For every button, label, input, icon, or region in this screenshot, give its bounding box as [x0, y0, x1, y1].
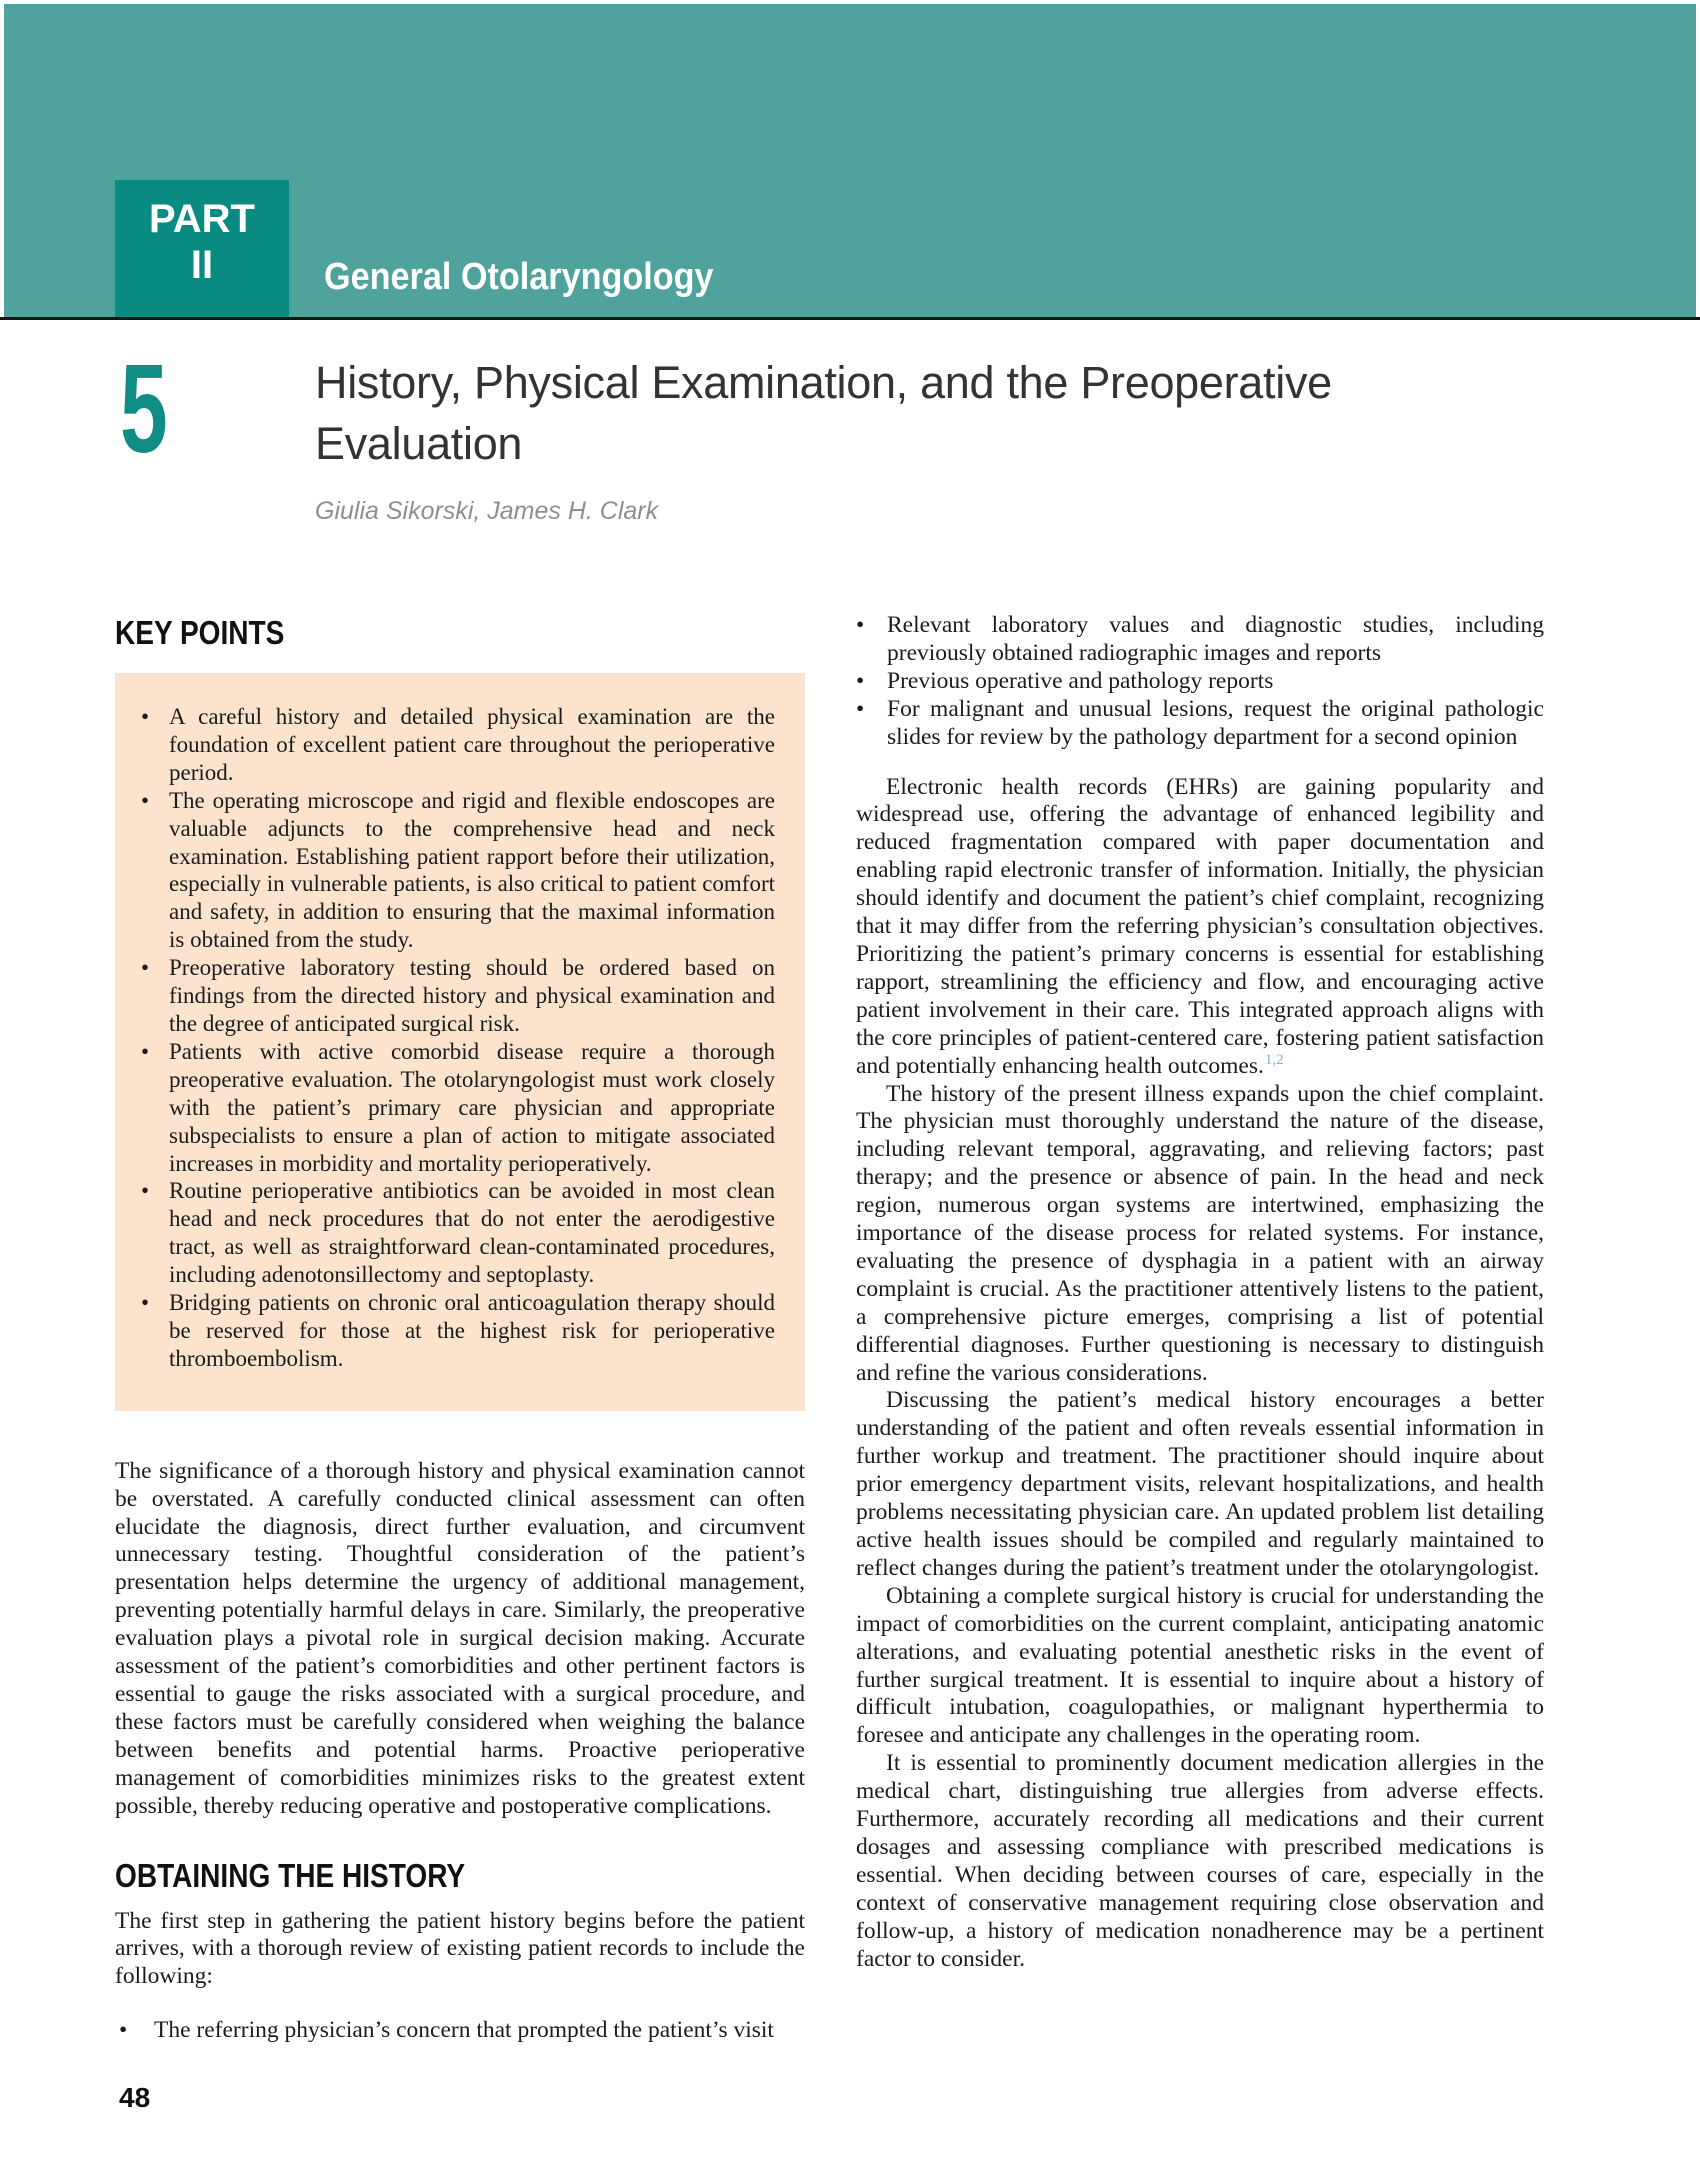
key-point-text: Bridging patients on chronic oral anticoagulation therapy should be reserved for those at the highest risk for perioperative thromboembolism.: [169, 1290, 775, 1371]
key-points-list: [115, 703, 775, 1373]
part-banner: [4, 4, 1696, 317]
record-review-text: Previous operative and pathology reports: [887, 667, 1274, 694]
record-review-text: The referring physician’s concern that prompted the patient’s visit: [154, 2017, 774, 2044]
page-number: 48: [119, 2082, 151, 2113]
body-paragraph: The history of the present illness expands upon the chief complaint. The physician must thoroughly understand the nature of the disease, including relevant temporal, aggravating, and relieving factors; past therapy; and the presence or absence of pain. In the head and neck region, numerous organ systems are intertwined, emphasizing the importance of the disease process for related systems. For instance, evaluating the presence of dysphagia in a patient with an airway complaint is crucial. As the practitioner attentively listens to the patient, a comprehensive picture emerges, comprising a list of potential differential diagnoses. Further questioning is necessary to distinguish and refine the various considerations.: [856, 1080, 1544, 1386]
section-intro-paragraph: The first step in gathering the patient history begins before the patient arrives, with a thorough review of existing patient records to include the following:: [115, 1907, 805, 1990]
part-section-title: General Otolaryngology: [324, 256, 714, 298]
body-paragraph: Discussing the patient’s medical history encourages a better understanding of the patient and often reveals essential information in further workup and treatment. The practitioner should inquire about prior emergency department visits, relevant hospitalizations, and health problems necessitating physician care. An updated problem list detailing active health issues should be compiled and regularly maintained to reflect changes during the patient’s treatment under the otolaryngologist.: [856, 1387, 1544, 1581]
key-point-text: A careful history and detailed physical examination are the foundation of excellent patient care throughout the perioperative period.: [169, 704, 775, 785]
body-columns: [115, 600, 1544, 2045]
record-review-text: Relevant laboratory values and diagnostic studies, including previously obtained radiographic images and reports: [887, 612, 1544, 666]
key-point-item: [115, 1289, 775, 1373]
chapter-authors: Giulia Sikorski, James H. Clark: [315, 497, 659, 525]
obtaining-history-heading: OBTAINING THE HISTORY: [115, 1856, 466, 1894]
key-point-item: [115, 703, 775, 787]
key-point-text: The operating microscope and rigid and flexible endoscopes are valuable adjuncts to the comprehensive head and neck examination. Establishing patient rapport before their utilization, especially in vulnerable patients, is also critical to patient comfort and safety, in addition to ensuring that the maximal information is obtained from the study.: [169, 787, 775, 953]
record-review-list-left: [115, 2017, 805, 2045]
key-point-item: [115, 954, 775, 1038]
record-review-list-right: [856, 612, 1544, 752]
left-column: [115, 600, 805, 2045]
record-review-item: [856, 696, 1544, 752]
right-column: [856, 600, 1544, 2045]
key-point-text: Preoperative laboratory testing should be ordered based on findings from the directed history and physical examination and the degree of anticipated surgical risk.: [169, 955, 775, 1036]
body-paragraph: [856, 774, 1544, 1081]
part-number-box: [115, 180, 289, 317]
body-paragraph: Obtaining a complete surgical history is crucial for understanding the impact of comorbidities on the current complaint, anticipating anatomic alterations, and evaluating potential anesthetic risks in the event of further surgical treatment. It is essential to inquire about a history of difficult intubation, coagulopathies, or malignant hyperthermia to foresee and anticipate any challenges in the operating room.: [856, 1582, 1544, 1749]
opening-paragraph: The significance of a thorough history and physical examination cannot be overstated. A carefully conducted clinical assessment can often elucidate the diagnosis, direct further evaluation, and circumvent unnecessary testing. Thoughtful consideration of the patient’s presentation helps determine the urgency of additional management, preventing potentially harmful delays in care. Similarly, the preoperative evaluation plays a pivotal role in surgical decision making. Accurate assessment of the patient’s comorbidities and other pertinent factors is essential to gauge the risks associated with a surgical procedure, and these factors must be carefully considered when weighing the balance between benefits and potential harms. Proactive perioperative management of comorbidities minimizes risks to the greatest extent possible, thereby reducing operative and postoperative complications.: [115, 1457, 805, 1819]
key-points-heading: KEY POINTS: [115, 614, 285, 651]
paragraph-text: Electronic health records (EHRs) are gaining popularity and widespread use, offering the advantage of enhanced legibility and reduced fragmentation compared with paper documentation and enabling rapid electronic transfer of information. Initially, the physician should identify and document the patient’s chief complaint, recognizing that it may differ from the referring physician’s consultation objectives. Prioritizing the patient’s primary concerns is essential for establishing rapport, streamlining the efficiency and flow, and encouraging active patient involvement in their care. This integrated approach aligns with the core principles of patient-centered care, fostering patient satisfaction and potentially enhancing health outcomes.: [856, 773, 1544, 1079]
record-review-item: [856, 612, 1544, 668]
record-review-item: [856, 668, 1544, 696]
record-review-item: [115, 2017, 805, 2045]
part-label: PART: [149, 197, 255, 241]
key-point-text: Routine perioperative antibiotics can be avoided in most clean head and neck procedures that do not enter the aerodigestive tract, as well as straightforward clean-contaminated procedures, including adenotonsillectomy and septoplasty.: [169, 1178, 775, 1288]
key-point-item: [115, 787, 775, 954]
body-paragraph: It is essential to prominently document medication allergies in the medical chart, distinguishing true allergies from adverse effects. Furthermore, accurately recording all medications and their current dosages and assessing compliance with prescribed medications is essential. When deciding between courses of care, especially in the context of conservative management requiring close observation and follow-up, a history of medication nonadherence may be a pertinent factor to consider.: [856, 1750, 1544, 1972]
part-roman-numeral: II: [190, 243, 214, 287]
key-point-item: [115, 1177, 775, 1289]
header-divider: [0, 317, 1700, 320]
citation-reference: 1,2: [1264, 1051, 1284, 1068]
record-review-text: For malignant and unusual lesions, request the original pathologic slides for review by the pathology department for a second opinion: [887, 695, 1544, 750]
chapter-number: 5: [120, 338, 168, 479]
key-points-box: [115, 673, 805, 1411]
key-point-item: [115, 1038, 775, 1178]
chapter-title: History, Physical Examination, and the Preoperative Evaluation: [315, 357, 1332, 469]
key-point-text: Patients with active comorbid disease require a thorough preoperative evaluation. The otolaryngologist must work closely with the patient’s primary care physician and appropriate subspecialists to ensure a plan of action to mitigate associated increases in morbidity and mortality perioperatively.: [169, 1038, 775, 1176]
